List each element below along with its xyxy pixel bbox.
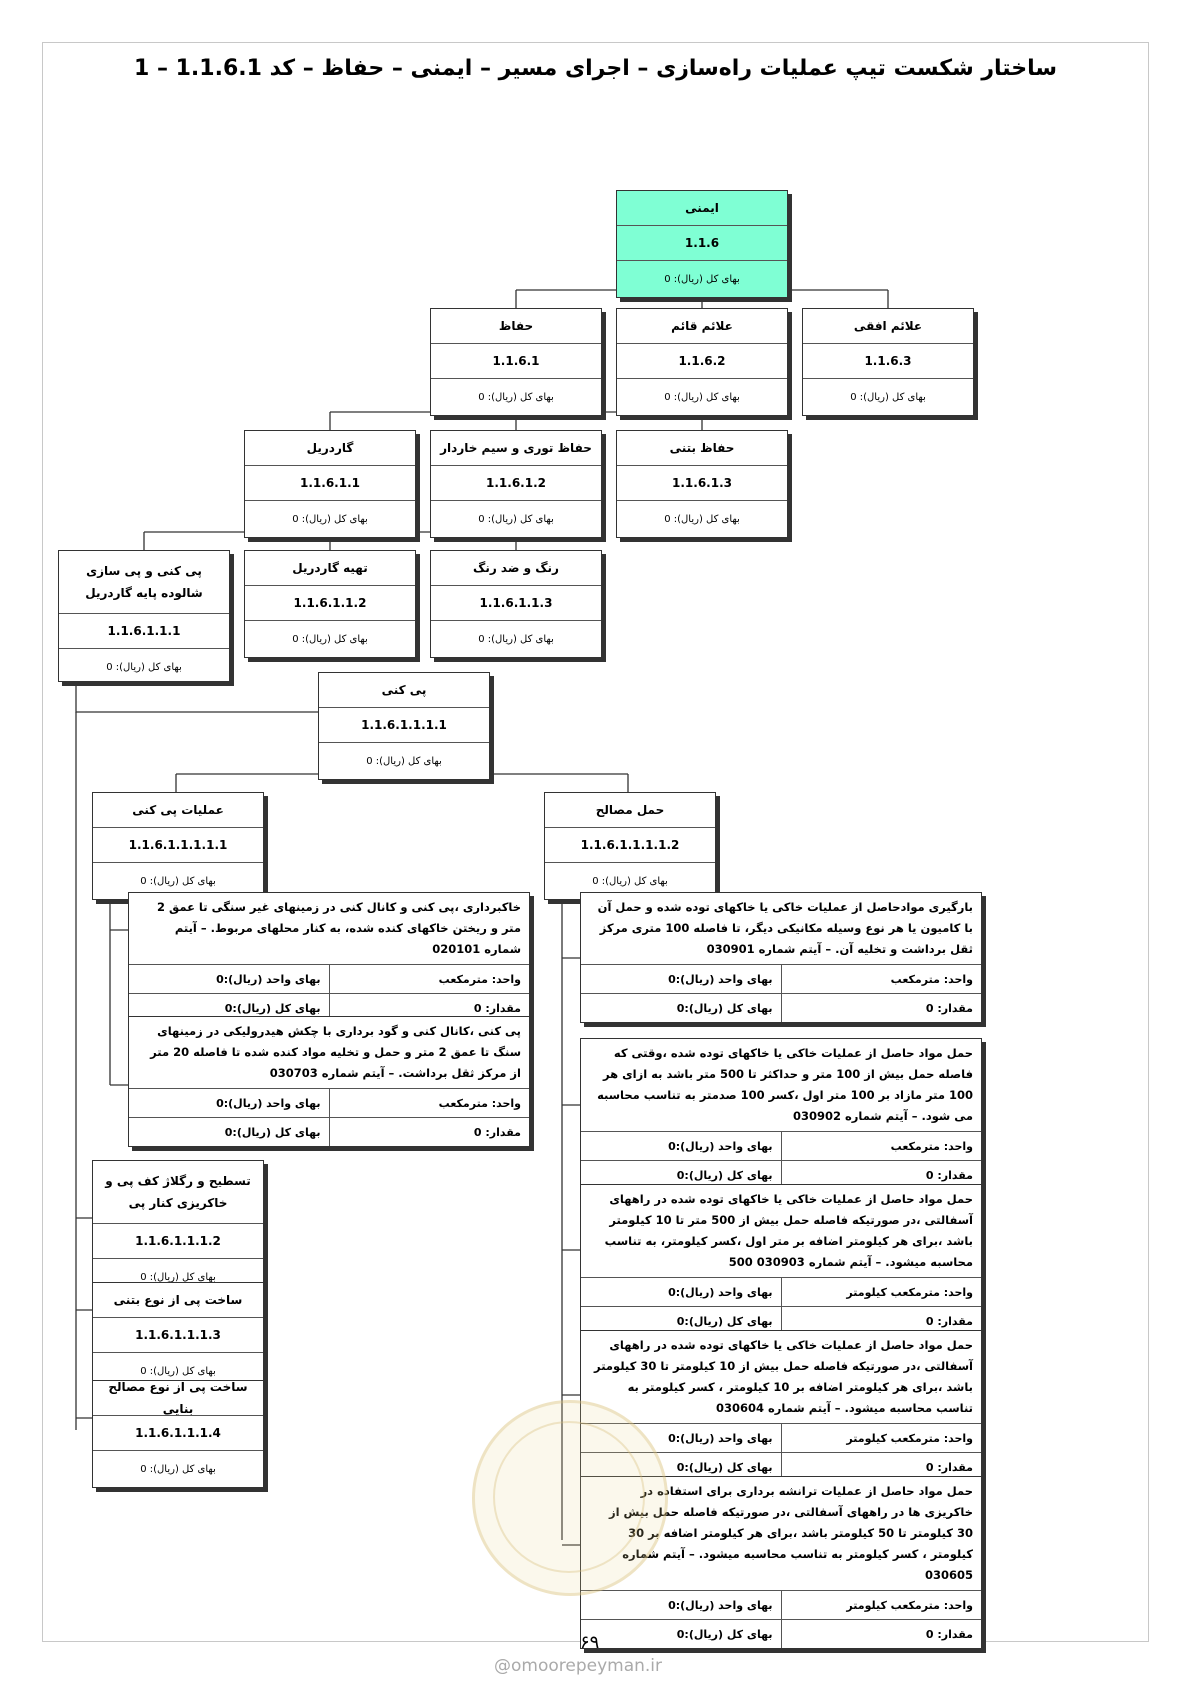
item-unit-price: بهای واحد (ریال):0 bbox=[216, 1096, 321, 1110]
node-code: 1.1.6.1.1.1.4 bbox=[93, 1416, 263, 1451]
node-code: 1.1.6.1.3 bbox=[617, 466, 787, 501]
node-name: ایمنی bbox=[617, 191, 787, 226]
node-code: 1.1.6.1.1.1.1.2 bbox=[545, 828, 715, 863]
node-code: 1.1.6.1.1.1.2 bbox=[93, 1224, 263, 1259]
item-unit-price: بهای واحد (ریال):0 bbox=[668, 1598, 773, 1612]
node-code: 1.1.6.1.1.1.1.1 bbox=[93, 828, 263, 863]
item-total: بهای کل (ریال):0 bbox=[224, 1001, 321, 1015]
wbs-node-vertical-signs[interactable] bbox=[616, 308, 788, 416]
node-name: گاردریل bbox=[245, 431, 415, 466]
item-description: بارگیری موادحاصل از عملیات خاکی یا خاکهای توده شده و حمل آن با کامیون یا هر نوع وسیله مکانیکی دیگر، تا فاصله 100 متری مرکز ثقل برداشت و تخلیه آن. – آیتم شماره 030901 bbox=[581, 893, 981, 965]
node-code: 1.1.6.1.1.3 bbox=[431, 586, 601, 621]
item-030901[interactable] bbox=[580, 892, 982, 1023]
item-quantity: مقدار: 0 bbox=[781, 994, 982, 1022]
wbs-node-excavation-ops[interactable] bbox=[92, 792, 264, 900]
page-number: ۶۹ bbox=[580, 1632, 600, 1653]
node-code: 1.1.6 bbox=[617, 226, 787, 261]
item-unit-price: بهای واحد (ریال):0 bbox=[668, 972, 773, 986]
item-total: بهای کل (ریال):0 bbox=[224, 1125, 321, 1139]
wbs-node-concrete-barrier[interactable] bbox=[616, 430, 788, 538]
item-020101[interactable] bbox=[128, 892, 530, 1023]
wbs-node-concrete-foundation[interactable] bbox=[92, 1282, 264, 1390]
node-code: 1.1.6.1.2 bbox=[431, 466, 601, 501]
item-quantity: مقدار: 0 bbox=[329, 994, 530, 1022]
item-quantity: مقدار: 0 bbox=[781, 1307, 982, 1335]
node-name: پی کنی bbox=[319, 673, 489, 708]
item-unit: واحد: مترمکعب کیلومتر bbox=[781, 1424, 982, 1452]
node-name: عملیات پی کنی bbox=[93, 793, 263, 828]
item-total: بهای کل (ریال):0 bbox=[676, 1314, 773, 1328]
item-total: بهای کل (ریال):0 bbox=[676, 1001, 773, 1015]
watermark-seal-icon bbox=[472, 1400, 668, 1596]
node-name: حفاظ توری و سیم خاردار bbox=[431, 431, 601, 466]
item-unit-price: بهای واحد (ریال):0 bbox=[668, 1139, 773, 1153]
node-code: 1.1.6.1 bbox=[431, 344, 601, 379]
item-unit: واحد: مترمکعب bbox=[329, 1089, 530, 1117]
node-name: ساخت پی از نوع مصالح بنایی bbox=[93, 1381, 263, 1416]
node-code: 1.1.6.2 bbox=[617, 344, 787, 379]
wbs-node-horizontal-signs[interactable] bbox=[802, 308, 974, 416]
item-description: خاکبرداری ،پی کنی و کانال کنی در زمینهای غیر سنگی تا عمق 2 متر و ریختن خاکهای کنده شده، به کنار محلهای مربوط. – آیتم شماره 020101 bbox=[129, 893, 529, 965]
item-030903[interactable] bbox=[580, 1184, 982, 1336]
node-name: ساخت پی از نوع بتنی bbox=[93, 1283, 263, 1318]
node-cost: بهای کل (ریال): 0 bbox=[592, 875, 668, 887]
node-name: علائم قائم bbox=[617, 309, 787, 344]
node-name: تسطیح و رگلاژ کف پی و خاکریزی کنار پی bbox=[93, 1161, 263, 1224]
node-cost: بهای کل (ریال): 0 bbox=[478, 633, 554, 645]
item-quantity: مقدار: 0 bbox=[781, 1453, 982, 1481]
node-cost: بهای کل (ریال): 0 bbox=[664, 273, 740, 285]
node-name: پی کنی و پی سازی شالوده پایه گاردریل bbox=[59, 551, 229, 614]
node-name: حفاظ بتنی bbox=[617, 431, 787, 466]
item-unit: واحد: مترمکعب bbox=[781, 965, 982, 993]
item-description: پی کنی ،کانال کنی و گود برداری با چکش هیدرولیکی در زمینهای سنگ تا عمق 2 متر و حمل و تخلیه مواد کنده شده تا فاصله 20 متر از مرکز ثقل برداشت. – آیتم شماره 030703 bbox=[129, 1017, 529, 1089]
node-cost: بهای کل (ریال): 0 bbox=[664, 513, 740, 525]
item-total: بهای کل (ریال):0 bbox=[676, 1168, 773, 1182]
node-cost: بهای کل (ریال): 0 bbox=[140, 875, 216, 887]
node-cost: بهای کل (ریال): 0 bbox=[140, 1365, 216, 1377]
item-total: بهای کل (ریال):0 bbox=[676, 1627, 773, 1641]
node-cost: بهای کل (ریال): 0 bbox=[140, 1463, 216, 1475]
wbs-node-guardrail-supply[interactable] bbox=[244, 550, 416, 658]
node-cost: بهای کل (ریال): 0 bbox=[106, 661, 182, 673]
node-name: حفاظ bbox=[431, 309, 601, 344]
node-cost: بهای کل (ریال): 0 bbox=[478, 391, 554, 403]
item-quantity: مقدار: 0 bbox=[329, 1118, 530, 1146]
item-unit-price: بهای واحد (ریال):0 bbox=[216, 972, 321, 986]
node-name: رنگ و ضد رنگ bbox=[431, 551, 601, 586]
wbs-node-guardrail[interactable] bbox=[244, 430, 416, 538]
item-total: بهای کل (ریال):0 bbox=[676, 1460, 773, 1474]
wbs-node-material-haul[interactable] bbox=[544, 792, 716, 900]
wbs-node-excavation[interactable] bbox=[318, 672, 490, 780]
item-description: حمل مواد حاصل از عملیات خاکی یا خاکهای توده شده در راههای آسفالتی ،در صورتیکه فاصله حمل بیش از 500 متر تا 10 کیلومتر باشد ،برای هر کیلومتر اضافه بر متر اول ،کسر کیلومتر، به تناسب محاسبه میشود. – آیتم شماره 030903 500 bbox=[581, 1185, 981, 1278]
node-name: علائم افقی bbox=[803, 309, 973, 344]
item-unit: واحد: مترمکعب bbox=[781, 1132, 982, 1160]
wbs-node-mesh-fence[interactable] bbox=[430, 430, 602, 538]
node-code: 1.1.6.3 bbox=[803, 344, 973, 379]
item-description: حمل مواد حاصل از عملیات خاکی یا خاکهای توده شده ،وقتی که فاصله حمل بیش از 100 متر و حداکثر تا 500 متر باشد به ازای هر 100 متر مازاد بر 100 متر اول ،کسر 100 صدمتر به تناسب محاسبه می شود. – آیتم شماره 030902 bbox=[581, 1039, 981, 1132]
node-cost: بهای کل (ریال): 0 bbox=[850, 391, 926, 403]
node-code: 1.1.6.1.1.1.3 bbox=[93, 1318, 263, 1353]
item-quantity: مقدار: 0 bbox=[781, 1161, 982, 1189]
wbs-node-paint[interactable] bbox=[430, 550, 602, 658]
node-cost: بهای کل (ریال): 0 bbox=[366, 755, 442, 767]
node-cost: بهای کل (ریال): 0 bbox=[478, 513, 554, 525]
node-name: حمل مصالح bbox=[545, 793, 715, 828]
item-unit-price: بهای واحد (ریال):0 bbox=[668, 1285, 773, 1299]
wbs-node-foundation[interactable] bbox=[58, 550, 230, 682]
wbs-node-masonry-foundation[interactable] bbox=[92, 1380, 264, 1488]
item-quantity: مقدار: 0 bbox=[781, 1620, 982, 1648]
item-unit: واحد: مترمکعب کیلومتر bbox=[781, 1278, 982, 1306]
node-cost: بهای کل (ریال): 0 bbox=[292, 513, 368, 525]
node-code: 1.1.6.1.1.1 bbox=[59, 614, 229, 649]
item-description: حمل مواد حاصل از عملیات خاکی یا خاکهای توده شده در راههای آسفالتی ،در صورتیکه فاصله حمل بیش از 10 کیلومتر تا 30 کیلومتر باشد ،برای هر کیلومتر اضافه بر 10 کیلومتر ، کسر کیلومتر به تناسب محاسبه میشود. – آیتم شماره 030604 bbox=[581, 1331, 981, 1424]
item-description: حمل مواد حاصل از عملیات ترانشه برداری برای استفاده در خاکریزی ها در راههای آسفالتی ،در صورتیکه فاصله حمل بیش از 30 کیلومتر تا 50 کیلومتر باشد ،برای هر کیلومتر اضافه بر 30 کیلومتر ، کسر کیلومتر به تناسب محاسبه میشود. – آیتم شماره 030605 bbox=[581, 1477, 981, 1591]
node-cost: بهای کل (ریال): 0 bbox=[664, 391, 740, 403]
item-unit: واحد: مترمکعب bbox=[329, 965, 530, 993]
item-unit: واحد: مترمکعب کیلومتر bbox=[781, 1591, 982, 1619]
node-code: 1.1.6.1.1.1.1 bbox=[319, 708, 489, 743]
wbs-node-guard[interactable] bbox=[430, 308, 602, 416]
website-footer: @omoorepeyman.ir bbox=[494, 1656, 663, 1676]
item-030902[interactable] bbox=[580, 1038, 982, 1190]
item-030703[interactable] bbox=[128, 1016, 530, 1147]
node-name: تهیه گاردریل bbox=[245, 551, 415, 586]
node-cost: بهای کل (ریال): 0 bbox=[292, 633, 368, 645]
page-title: ساختار شکست تیپ عملیات راه‌سازی – اجرای مسیر – ایمنی – حفاظ – کد 1.1.6.1 – 1 bbox=[133, 56, 1058, 81]
node-code: 1.1.6.1.1.2 bbox=[245, 586, 415, 621]
wbs-node-safety[interactable] bbox=[616, 190, 788, 298]
node-code: 1.1.6.1.1 bbox=[245, 466, 415, 501]
node-cost: بهای کل (ریال): 0 bbox=[140, 1271, 216, 1283]
item-unit-price: بهای واحد (ریال):0 bbox=[668, 1431, 773, 1445]
wbs-node-leveling[interactable] bbox=[92, 1160, 264, 1292]
